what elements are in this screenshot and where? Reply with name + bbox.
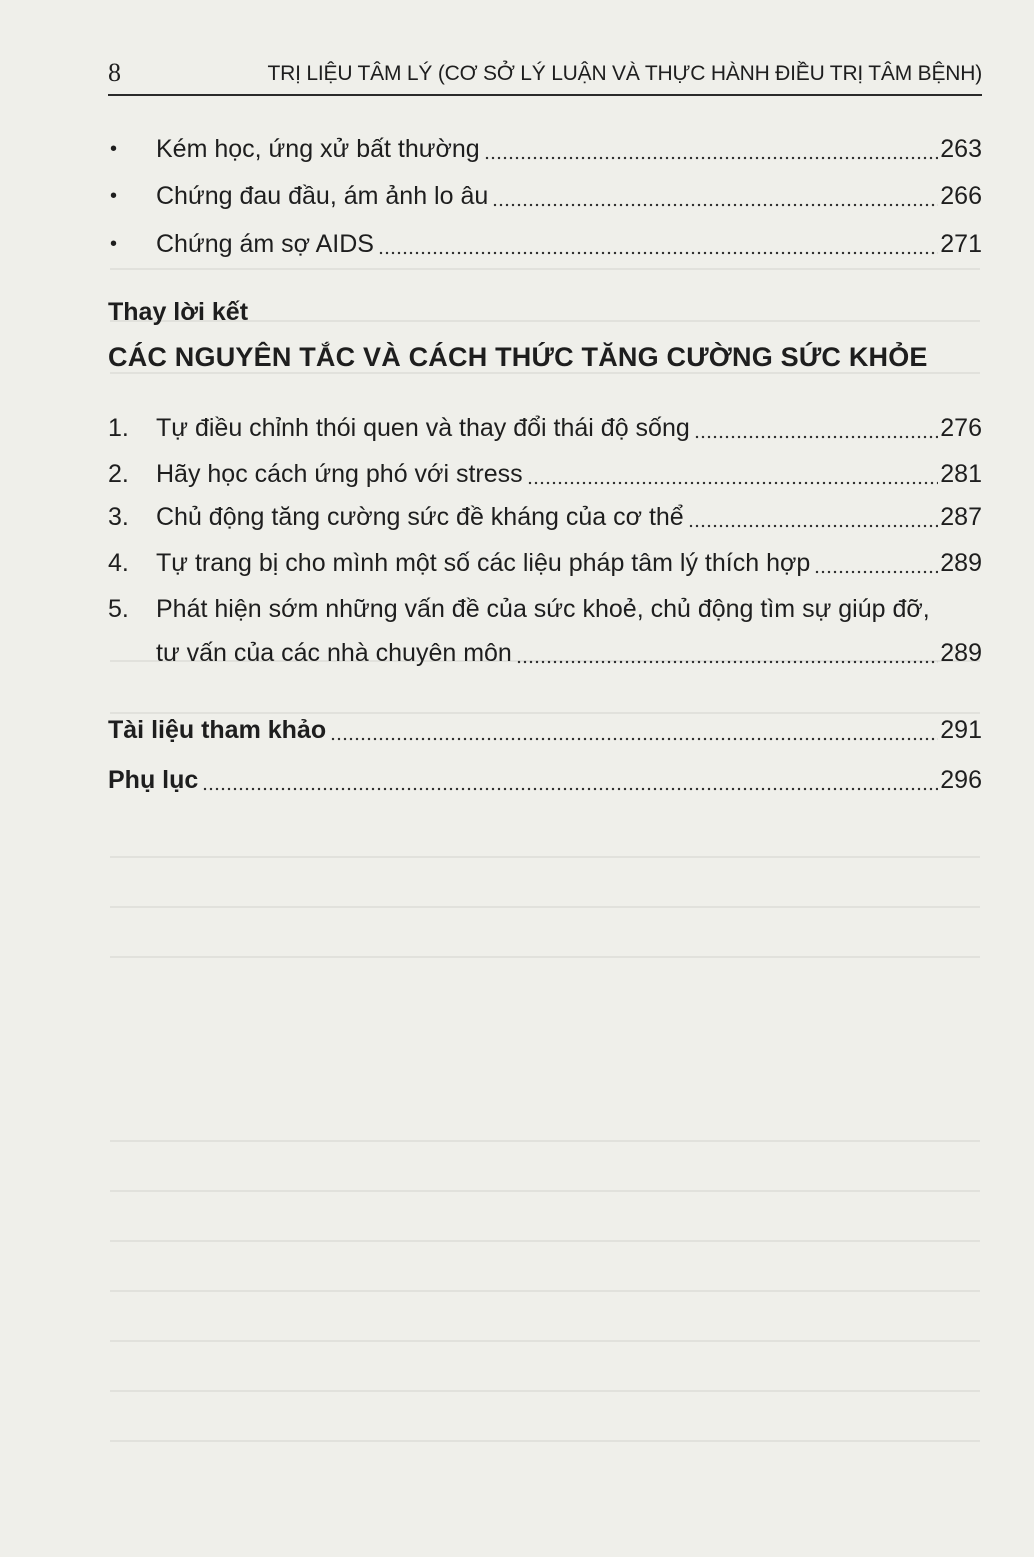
dot-leader bbox=[378, 229, 938, 259]
entry-title: Chủ động tăng cường sức đề kháng của cơ thể bbox=[156, 503, 684, 531]
entry-page: 266 bbox=[940, 182, 982, 210]
running-title: TRỊ LIỆU TÂM LÝ (CƠ SỞ LÝ LUẬN VÀ THỰC HÀNH ĐIỀU TRỊ TÂM BỆNH) bbox=[267, 62, 982, 85]
entry-number: 1. bbox=[108, 414, 129, 442]
toc-entry[interactable] bbox=[108, 492, 982, 532]
entry-title: Chứng đau đầu, ám ảnh lo âu bbox=[156, 182, 489, 210]
entry-title: Tự trang bị cho mình một số các liệu pháp tâm lý thích hợp bbox=[156, 549, 811, 577]
toc-entry[interactable] bbox=[108, 124, 982, 164]
bullet-marker: • bbox=[110, 233, 118, 255]
dot-leader bbox=[484, 134, 939, 164]
running-header bbox=[108, 56, 982, 96]
bullet-marker: • bbox=[110, 185, 118, 207]
dot-leader bbox=[694, 413, 939, 443]
section-label: Thay lời kết bbox=[108, 298, 249, 326]
dot-leader bbox=[688, 502, 939, 532]
entry-title: Tài liệu tham khảo bbox=[108, 716, 327, 744]
entry-page: 289 bbox=[940, 549, 982, 577]
entry-number: 4. bbox=[108, 549, 129, 577]
entry-page: 296 bbox=[940, 766, 982, 794]
entry-number: 3. bbox=[108, 503, 129, 531]
page-number: 8 bbox=[108, 58, 121, 87]
entry-title: Chứng ám sợ AIDS bbox=[156, 230, 374, 258]
entry-number: 5. bbox=[108, 595, 129, 623]
dot-leader bbox=[202, 765, 938, 795]
toc-entry[interactable] bbox=[108, 584, 982, 624]
entry-page: 276 bbox=[940, 414, 982, 442]
toc-entry[interactable] bbox=[108, 171, 982, 211]
entry-title: Kém học, ứng xử bất thường bbox=[156, 135, 480, 163]
toc-entry-appendix[interactable] bbox=[108, 755, 982, 795]
section-title: CÁC NGUYÊN TẮC VÀ CÁCH THỨC TĂNG CƯỜNG SỨC KHỎE bbox=[108, 342, 928, 372]
entry-title: Tự điều chỉnh thói quen và thay đổi thái độ sống bbox=[156, 414, 690, 442]
entry-title-continuation: tư vấn của các nhà chuyên môn bbox=[156, 639, 512, 667]
entry-page: 287 bbox=[940, 503, 982, 531]
dot-leader bbox=[492, 181, 938, 211]
entry-page: 291 bbox=[940, 716, 982, 744]
toc-entry[interactable] bbox=[108, 219, 982, 259]
toc-entry-references[interactable] bbox=[108, 705, 982, 745]
entry-number: 2. bbox=[108, 460, 129, 488]
entry-title: Phụ lục bbox=[108, 766, 199, 794]
dot-leader bbox=[330, 715, 938, 745]
toc-entry[interactable] bbox=[108, 403, 982, 443]
entry-page: 281 bbox=[940, 460, 982, 488]
entry-title: Hãy học cách ứng phó với stress bbox=[156, 460, 523, 488]
dot-leader bbox=[814, 548, 938, 578]
dot-leader bbox=[516, 638, 938, 668]
entry-page: 289 bbox=[940, 639, 982, 667]
toc-entry-continuation[interactable] bbox=[156, 628, 982, 668]
entry-title: Phát hiện sớm những vấn đề của sức khoẻ, chủ động tìm sự giúp đỡ, bbox=[156, 595, 930, 623]
bullet-marker: • bbox=[110, 138, 118, 160]
dot-leader bbox=[527, 459, 939, 489]
entry-page: 271 bbox=[940, 230, 982, 258]
toc-entry[interactable] bbox=[108, 538, 982, 578]
entry-page: 263 bbox=[940, 135, 982, 163]
toc-entry[interactable] bbox=[108, 449, 982, 489]
